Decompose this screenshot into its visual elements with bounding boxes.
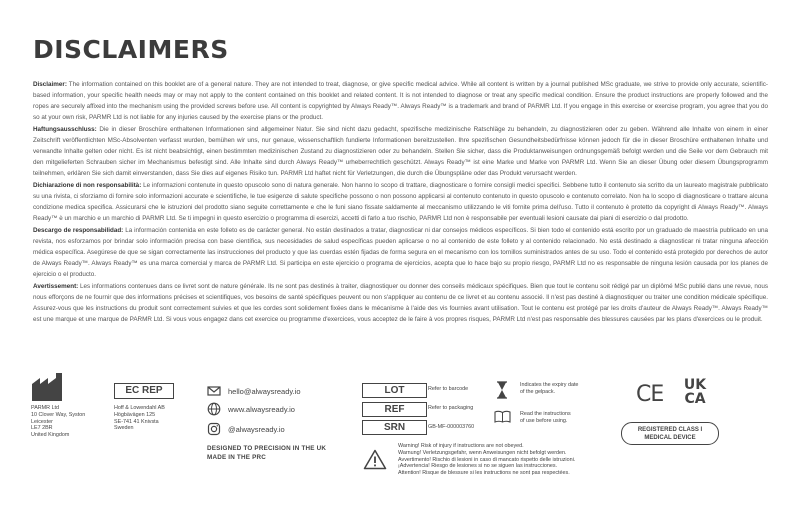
address-line: Hoff & Lowendahl AB xyxy=(114,405,165,411)
warning-line: ¡Advertencia! Riesgo de lesiones si no se siguen las instrucciones. xyxy=(398,463,558,470)
ifu-line: Read the instructions xyxy=(520,411,571,417)
expiry-line: of the gelpack. xyxy=(520,388,556,395)
ukca-mark xyxy=(681,378,709,406)
srn-badge: SRN xyxy=(362,420,427,435)
social-handle[interactable]: @alwaysready.io xyxy=(228,424,285,434)
disclaimer-fr xyxy=(33,281,768,325)
registered-line: REGISTERED CLASS I xyxy=(637,426,703,433)
warning-line: Attention! Risque de blessure si les instructions ne sont pas respectées. xyxy=(398,470,570,477)
para-label: Dichiarazione di non responsabilità: xyxy=(33,182,142,189)
para-label: Haftungsausschluss: xyxy=(33,126,97,133)
disclaimer-es xyxy=(33,225,768,280)
address-line: SE-741 41 Knivsta xyxy=(114,418,159,425)
instructions-book-icon xyxy=(494,410,511,423)
website-contact xyxy=(207,402,295,416)
para-text: La información contenida en este folleto es de carácter general. No están destinados a tratar, diagnosticar ni dar consejos médicos específicos. Si bien todo el contenido está escrito por un graduado de maestría publicado en una revista, nos esforzamos por brindar solo información precisa con base científica, sus necesidades de salud específicas pueden aplicarse o no al contenido de este folleto y al contenido relacionado. No está destinado a diagnosticar ni tratar ninguna afección médica específica. Asegúrese de que se sigan correctamente las instrucciones del producto y que las cuerdas estén fijadas de forma segura en el mecanismo con los tornillos suministrados antes de su uso. Todo el contenido está protegido por derechos de autor de Always Ready™. Always Ready™ es una marca comercial y marca de PARMR Ltd. Si participa en este ejercicio o programa de ejercicios, acepta que lo hace bajo su propio riesgo, PARMR Ltd no es responsable de ninguna lesión causada por los planes de ejercicio o el producto. xyxy=(33,227,769,278)
instagram-icon xyxy=(207,422,221,436)
ref-badge: REF xyxy=(362,402,427,417)
disclaimer-en xyxy=(33,79,768,123)
address-line: LE7 2BR xyxy=(31,425,53,432)
ukca-line: UK xyxy=(683,377,707,393)
origin-statement xyxy=(207,445,326,462)
hourglass-icon xyxy=(496,381,508,399)
disclaimer-paragraphs xyxy=(33,79,768,326)
ref-description: Refer to packaging xyxy=(428,405,474,411)
warning-text xyxy=(398,443,575,477)
para-text: Les informations contenues dans ce livret sont de nature générale. Ils ne sont pas destinés à traiter, diagnostiquer ou donner des conseils médicaux spécifiques. Bien que tout le contenu soit rédigé par un diplômé MSc publié dans une revue, nous nous efforçons de ne fournir que des informations précises et scientifiques, vos besoins de santé spécifiques peuvent ou non s'appliquer au contenu de ce livret et au contenu associé. Il n'est pas destiné à diagnostiquer ou traiter une condition médicale spécifique. Assurez-vous que les instructions du produit sont correctement suivies et que les cordes sont solidement fixées dans le mécanisme à l'aide des vis fournies avant utilisation. Tout le contenu est protégé par les droits d'auteur de Always Ready™. Always Ready™ est une marque et une marque de PARMR Ltd. Si vous vous engagez dans cet exercice ou programme d'exercices, vous acceptez de le faire à vos propres risques, PARMR Ltd n'est pas responsable des blessures causées par les plans d'exercices ou le produit. xyxy=(33,283,768,323)
address-line: United Kingdom xyxy=(31,432,70,439)
manufacturer-address xyxy=(31,405,85,439)
lot-description: Refer to barcode xyxy=(428,386,469,392)
warning-line: Warnung! Verletzungsgefahr, wenn Anweisungen nicht befolgt werden. xyxy=(398,449,567,456)
address-line: Högbävägen 125 xyxy=(114,411,156,418)
email-icon xyxy=(207,384,221,398)
address-line: 10 Clover Way, Syston xyxy=(31,411,86,418)
para-label: Descargo de responsabilidad: xyxy=(33,227,124,234)
para-label: Disclaimer: xyxy=(33,81,67,88)
warning-line: Avvertimento! Rischio di lesioni in caso di mancato rispetto delle istruzioni. xyxy=(398,456,576,463)
ifu-description xyxy=(520,411,571,425)
para-text: The information contained on this booklet are of a general nature. They are not intended to treat, diagnose, or give specific medical advice. While all content is written by a journal published MSc graduate, we strive to provide only accurate, scientific-based information, your specific health needs may or may not apply to the content contained on this booklet and related content. It is not intended to diagnose or treat any specific medical condition. Ensure the product instructions are properly followed and the ropes are securely affixed into the mechanism using the provided screws before use. All content is copyrighted by Always Ready™. Always Ready™ is a trademark and brand of PARMR Ltd. If you engage in this exercise or exercise program, you agree that you do so at your own risk, PARMR Ltd is not liable for any injuries caused by the exercise plans or the product. xyxy=(33,81,769,121)
registered-device-badge xyxy=(621,422,719,445)
ce-mark: CE xyxy=(636,382,664,407)
page-title: DISCLAIMERS xyxy=(33,35,229,64)
para-text: Le informazioni contenute in questo opuscolo sono di natura generale. Non hanno lo scopo di trattare, diagnosticare o fornire consigli medici specifici. Sebbene tutto il contenuto sia scritto da un laureato magistrale pubblicato su una rivista, ci sforziamo di fornire solo informazioni accurate e scientifiche, le tue esigenze di salute specifiche possono o non possono applicarsi al contenuto contenuto in questo opuscolo e contenuto correlato. Non ha lo scopo di diagnosticare o trattare alcuna condizione medica specifica. Assicurarsi che le istruzioni del prodotto siano seguite correttamente e che le funi siano fissate saldamente al meccanismo utilizzando le viti fornite prima dell'uso. Tutto il contenuto è protetto da copyright di Always Ready™. Always Ready™ è un marchio e un marchio di PARMR Ltd. Se ti impegni in questo esercizio o programma di esercizi, accetti di farlo a tuo rischio, PARMR Ltd non è responsabile per eventuali lesioni causate dai piani di esercizio o dal prodotto. xyxy=(33,182,768,222)
origin-line: MADE IN THE PRC xyxy=(207,453,266,461)
address-line: PARMR Ltd xyxy=(31,405,60,411)
origin-line: DESIGNED TO PRECISION IN THE UK xyxy=(207,445,327,452)
social-contact xyxy=(207,422,285,436)
registered-line: MEDICAL DEVICE xyxy=(644,434,696,441)
email-link[interactable]: hello@alwaysready.io xyxy=(228,386,301,396)
globe-icon xyxy=(207,402,221,416)
warning-line: Warning! Risk of injury if instructions are not obeyed. xyxy=(398,443,524,449)
para-label: Avertissement: xyxy=(33,283,79,290)
ukca-line: CA xyxy=(684,391,706,407)
warning-icon xyxy=(363,449,387,470)
srn-number: GB-MF-000003760 xyxy=(428,424,475,430)
disclaimer-it xyxy=(33,180,768,224)
lot-badge: LOT xyxy=(362,383,427,398)
address-line: Leicester xyxy=(31,418,53,425)
expiry-description xyxy=(520,382,578,396)
address-line: Sweden xyxy=(114,425,134,432)
ifu-line: of use before using. xyxy=(520,417,568,424)
para-text: Die in dieser Broschüre enthaltenen Informationen sind allgemeiner Natur. Sie sind nicht dazu gedacht, spezifische medizinische Ratschläge zu behandeln, zu diagnostizieren oder zu geben. Während alle Inhalte von einem in einer Zeitschrift veröffentlichten MSc-Absolventen verfasst wurden, bemühen wir uns, nur genaue, wissenschaftlich fundierte Informationen bereitzustellen. Ihre spezifischen Gesundheitsbedürfnisse können jedoch für die in dieser Broschüre enthaltenen Inhalte und verwandte Inhalte gelten oder nicht. Es ist nicht beabsichtigt, einen bestimmten medizinischen Zustand zu diagnostizieren oder zu behandeln. Stellen Sie sicher, dass die Produktanweisungen ordnungsgemäß befolgt werden und die Seile vor dem Gebrauch mit den mitgelieferten Schrauben sicher im Mechanismus befestigt sind. Alle Inhalte sind durch Always Ready™ urheberrechtlich geschützt. Always Ready™ ist eine Marke und Marke von PARMR Ltd. Wenn Sie an dieser Übung oder diesem Übungsprogramm teilnehmen, erklären Sie sich damit einverstanden, dass Sie dies auf eigenes Risiko tun. PARMR Ltd haftet nicht für Verletzungen, die durch die Übungspläne oder das Produkt verursacht werden. xyxy=(33,126,768,177)
ec-rep-address xyxy=(114,405,165,432)
manufacturer-icon xyxy=(31,372,71,402)
disclaimer-de xyxy=(33,124,768,179)
email-contact xyxy=(207,384,301,398)
ec-rep-badge: EC REP xyxy=(114,383,174,399)
expiry-line: Indicates the expiry date xyxy=(520,382,579,388)
website-link[interactable]: www.alwaysready.io xyxy=(228,404,295,414)
